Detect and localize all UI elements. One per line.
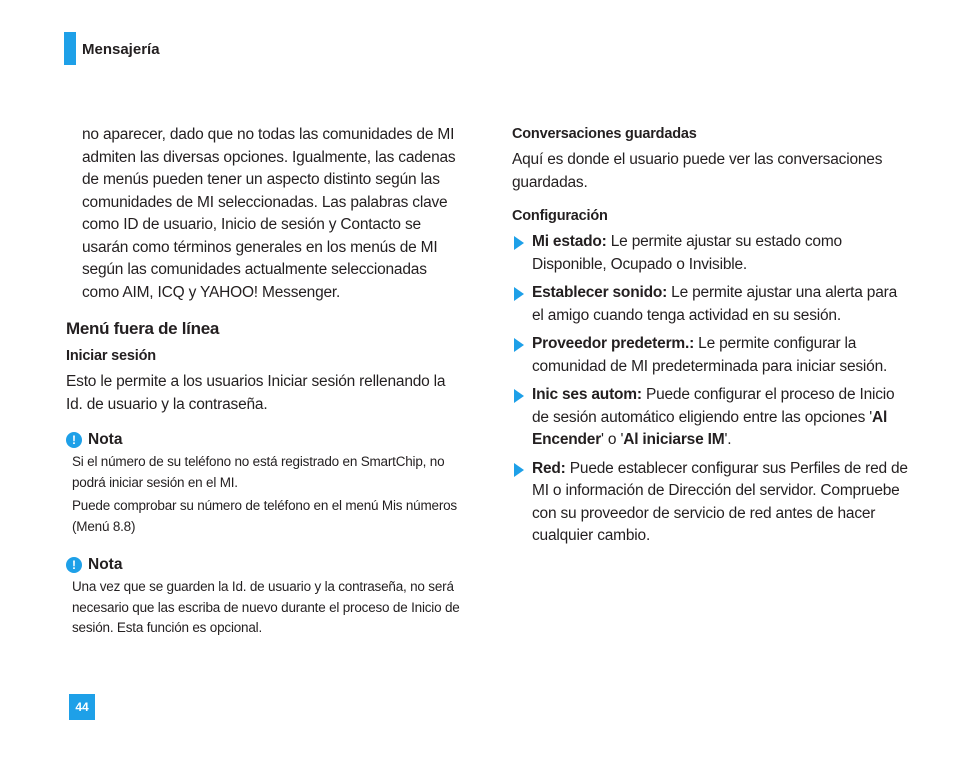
exclamation-circle-icon: ! <box>66 557 82 573</box>
note-box-1 <box>66 431 462 537</box>
login-paragraph: Esto le permite a los usuarios Iniciar sesión rellenando la Id. de usuario y la contraseña. <box>66 373 446 413</box>
configuration-list <box>512 231 910 548</box>
login-heading: Iniciar sesión <box>66 348 156 364</box>
list-item-text: ' o ' <box>601 431 624 448</box>
list-item-term: Inic ses autom: <box>532 386 642 403</box>
note-heading <box>66 556 462 574</box>
list-item <box>512 384 910 452</box>
right-column <box>512 124 910 548</box>
list-item <box>512 282 910 327</box>
list-item-term: Proveedor predeterm.: <box>532 335 695 352</box>
note-title: Nota <box>88 431 123 448</box>
note-box-2 <box>66 556 462 639</box>
triangle-right-icon <box>514 463 524 477</box>
list-item-term: Red: <box>532 459 566 477</box>
left-column <box>66 124 462 639</box>
list-item-text: Le permite configurar la comunidad de MI predeterminada para iniciar sesión. <box>532 335 888 375</box>
note-heading <box>66 431 462 449</box>
offline-menu-heading: Menú fuera de línea <box>66 319 220 338</box>
triangle-right-icon <box>514 338 524 352</box>
list-item-text: Le permite ajustar su estado como Disponible, Ocupado o Invisible. <box>532 233 842 273</box>
list-item-term: Establecer sonido: <box>532 284 668 301</box>
exclamation-circle-icon: ! <box>66 432 82 448</box>
saved-conversations-heading: Conversaciones guardadas <box>512 126 697 142</box>
list-item <box>512 333 910 378</box>
triangle-right-icon <box>514 389 524 403</box>
note-paragraph: Una vez que se guarden la Id. de usuario y la contraseña, no será necesario que las escriba de nuevo durante el proceso de Inicio de sesión. Esta función es opcional. <box>72 579 460 635</box>
list-item <box>512 458 910 548</box>
list-item-text: Puede configurar el proceso de Inicio de sesión automático eligiendo entre las opciones ' <box>532 386 895 426</box>
note-title: Nota <box>88 556 123 573</box>
list-item-term: Mi estado: <box>532 233 607 250</box>
triangle-right-icon <box>514 236 524 250</box>
option-on-power: Al Encender <box>532 408 888 448</box>
triangle-right-icon <box>514 287 524 301</box>
list-item-text: '. <box>724 431 732 448</box>
note-paragraph: Puede comprobar su número de teléfono en el menú Mis números (Menú 8.8) <box>72 498 457 534</box>
saved-conversations-paragraph: Aquí es donde el usuario puede ver las conversaciones guardadas. <box>512 151 883 191</box>
note-paragraph: Si el número de su teléfono no está registrado en SmartChip, no podrá iniciar sesión en el MI. <box>72 454 445 490</box>
list-item <box>512 231 910 276</box>
list-item-text: Puede establecer configurar sus Perfiles de red de MI o información de Dirección del servidor. Compruebe con su proveedor de servicio de red antes de hacer cualquier cambio. <box>532 459 908 544</box>
page-number: 44 <box>69 694 95 720</box>
configuration-heading: Configuración <box>512 208 608 224</box>
intro-paragraph: no aparecer, dado que no todas las comunidades de MI admiten las diversas opciones. Igualmente, las cadenas de menús pueden tener un aspecto distinto según las comunidades de MI seleccionadas. Las palabras clave como ID de usuario, Inicio de sesión y Contacto se usarán como términos generales en los menús de MI según las comunidades actualmente seleccionadas como AIM, ICQ y YAHOO! Messenger. <box>82 126 456 301</box>
option-on-im-start: Al iniciarse IM <box>623 431 725 448</box>
list-item-text: Le permite ajustar una alerta para el amigo cuando tenga actividad en su sesión. <box>532 284 898 324</box>
section-marker-bar <box>64 32 76 65</box>
section-title: Mensajería <box>82 41 160 58</box>
